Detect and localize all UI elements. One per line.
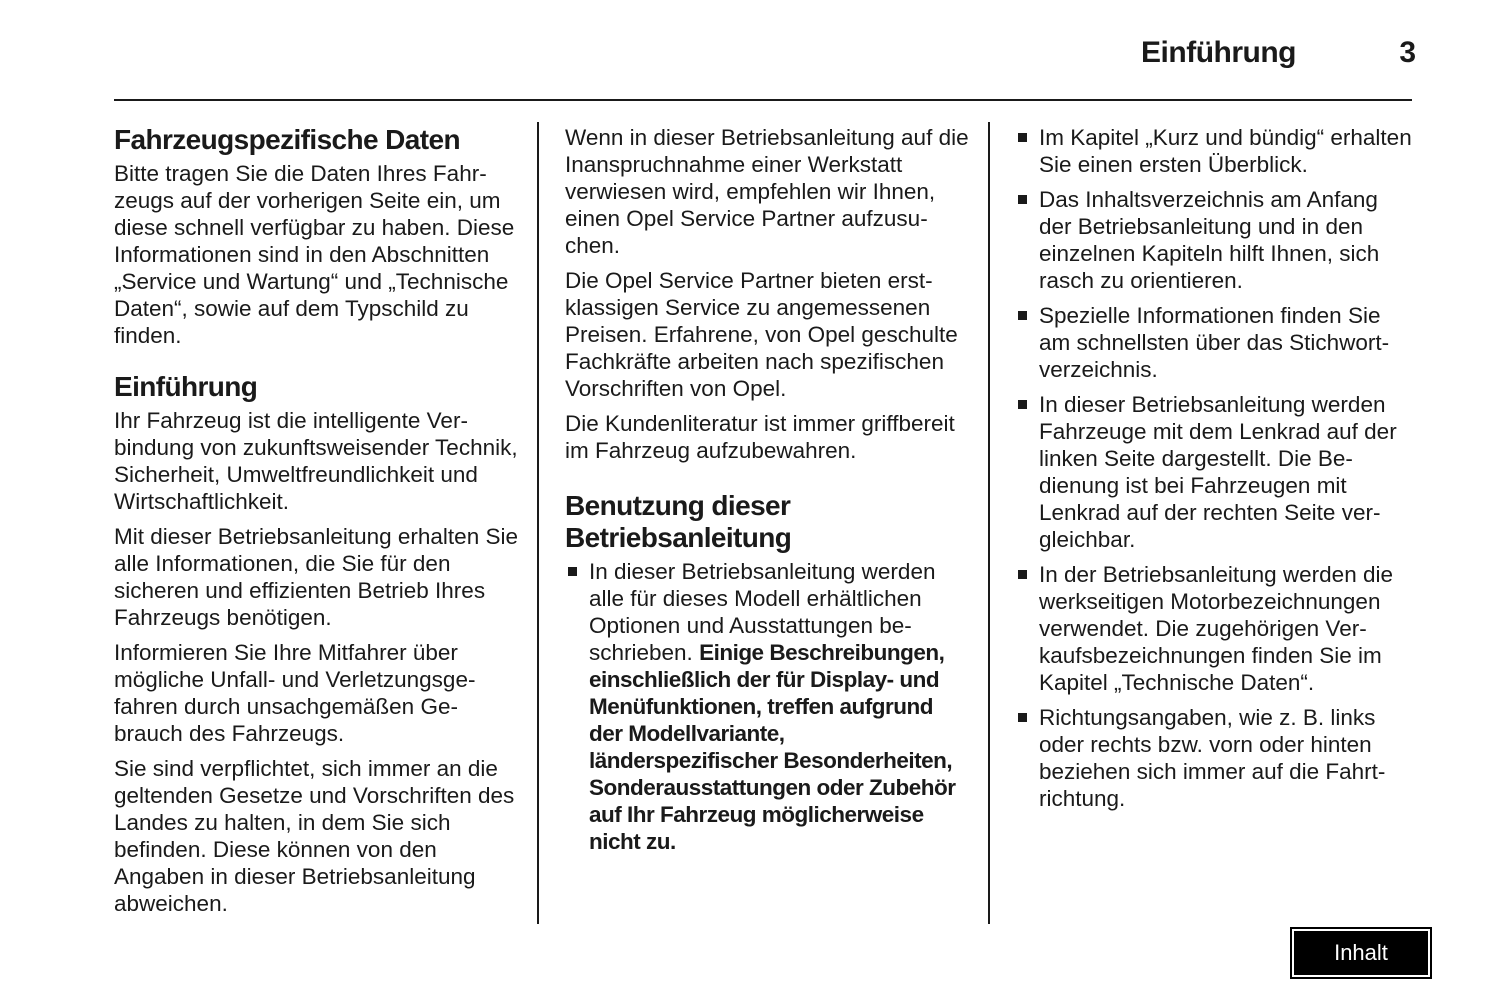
paragraph: Sie sind verpflichtet, sich immer an die geltenden Gesetze und Vorschriften des Landes zu halten, in dem Sie sich befinden. Diese können von den Angaben in dieser Betriebsanleitung abweichen. xyxy=(114,756,515,916)
paragraph: Die Opel Service Partner bieten erstklassigen Service zu angemessenen Preisen. Erfahrene, von Opel geschulte Fachkräfte arbeiten nach spezifischen Vorschriften von Opel. xyxy=(565,268,958,401)
square-bullet-icon xyxy=(1018,400,1027,409)
square-bullet-icon xyxy=(1018,713,1027,722)
bullet-list xyxy=(1015,124,1415,812)
square-bullet-icon xyxy=(1018,570,1027,579)
list-item xyxy=(1015,124,1415,178)
list-item-text: In dieser Betriebsanleitung werden alle für dieses Modell erhältlichen Optionen und Ausstattungen beschrieben. xyxy=(589,559,936,665)
column-1 xyxy=(114,124,518,925)
paragraph: Die Kundenliteratur ist immer griffbereit im Fahrzeug aufzubewahren. xyxy=(565,411,955,463)
list-item-text: In der Betriebsanleitung werden die werkseitigen Motorbezeichnungen verwendet. Die zugehörigen Verkaufsbezeichnungen finden Sie im Kapitel „Technische Daten“. xyxy=(1039,562,1393,695)
list-item-text: Spezielle Informationen finden Sie am schnellsten über das Stichwortverzeichnis. xyxy=(1039,303,1390,382)
paragraph: Wenn in dieser Betriebsanleitung auf die Inanspruchnahme einer Werkstatt verwiesen wird, empfehlen wir Ihnen, einen Opel Service Partner aufzusuchen. xyxy=(565,125,969,258)
bullet-list xyxy=(565,558,970,855)
list-item xyxy=(1015,704,1415,812)
list-item-bold-text: Einige Beschreibungen, einschließlich der für Display- und Menüfunktionen, treffen aufgrund der Modellvariante, länderspezifischer Besonderheiten, Sonderausstattungen oder Zubehör auf Ihr Fahrzeug möglicherweise nicht zu. xyxy=(589,640,956,854)
paragraph: Mit dieser Betriebsanleitung erhalten Sie alle Informationen, die Sie für den sicheren und effizienten Betrieb Ihres Fahrzeugs benötigen. xyxy=(114,524,518,630)
list-item xyxy=(1015,186,1415,294)
square-bullet-icon xyxy=(1018,133,1027,142)
list-item-text: In dieser Betriebsanleitung werden Fahrzeuge mit dem Lenkrad auf der linken Seite dargestellt. Die Bedienung ist bei Fahrzeugen mit Lenkrad auf der rechten Seite vergleichbar. xyxy=(1039,392,1397,552)
list-item xyxy=(1015,391,1415,553)
paragraph: Bitte tragen Sie die Daten Ihres Fahrzeugs auf der vorherigen Seite ein, um diese schnell verfügbar zu haben. Diese Informationen sind in den Abschnitten „Service und Wartung“ und „Technische Daten“, sowie auf dem Typschild zu finden. xyxy=(114,161,515,348)
list-item-text: Im Kapitel „Kurz und bündig“ erhalten Sie einen ersten Überblick. xyxy=(1039,125,1412,177)
table-of-contents-button[interactable]: Inhalt xyxy=(1290,927,1432,979)
column-divider-2 xyxy=(988,122,990,924)
heading-introduction: Einführung xyxy=(114,371,258,402)
column-2 xyxy=(565,124,970,863)
list-item xyxy=(1015,561,1415,696)
paragraph: Informieren Sie Ihre Mitfahrer über mögliche Unfall- und Verletzungsgefahren durch unsachgemäßen Gebrauch des Fahrzeugs. xyxy=(114,640,476,746)
square-bullet-icon xyxy=(1018,311,1027,320)
list-item-text: Richtungsangaben, wie z. B. links oder rechts bzw. vorn oder hinten beziehen sich immer auf die Fahrtrichtung. xyxy=(1039,705,1386,811)
square-bullet-icon xyxy=(1018,195,1027,204)
page-header-title: Einführung xyxy=(1141,36,1296,69)
list-item xyxy=(565,558,970,855)
page-number: 3 xyxy=(1399,36,1416,69)
list-item-text: Das Inhaltsverzeichnis am Anfang der Betriebsanleitung und in den einzelnen Kapiteln hilft Ihnen, sich rasch zu orientieren. xyxy=(1039,187,1380,293)
column-3 xyxy=(1015,124,1415,820)
paragraph: Ihr Fahrzeug ist die intelligente Verbindung von zukunftsweisender Technik, Sicherheit, Umweltfreundlichkeit und Wirtschaftlichkeit. xyxy=(114,408,518,514)
heading-vehicle-data: Fahrzeugspezifische Daten xyxy=(114,124,460,155)
header-divider xyxy=(114,99,1412,101)
column-divider-1 xyxy=(537,122,539,924)
heading-using-manual: Benutzung dieser Betriebsanleitung xyxy=(565,490,792,553)
square-bullet-icon xyxy=(568,567,577,576)
list-item xyxy=(1015,302,1415,383)
